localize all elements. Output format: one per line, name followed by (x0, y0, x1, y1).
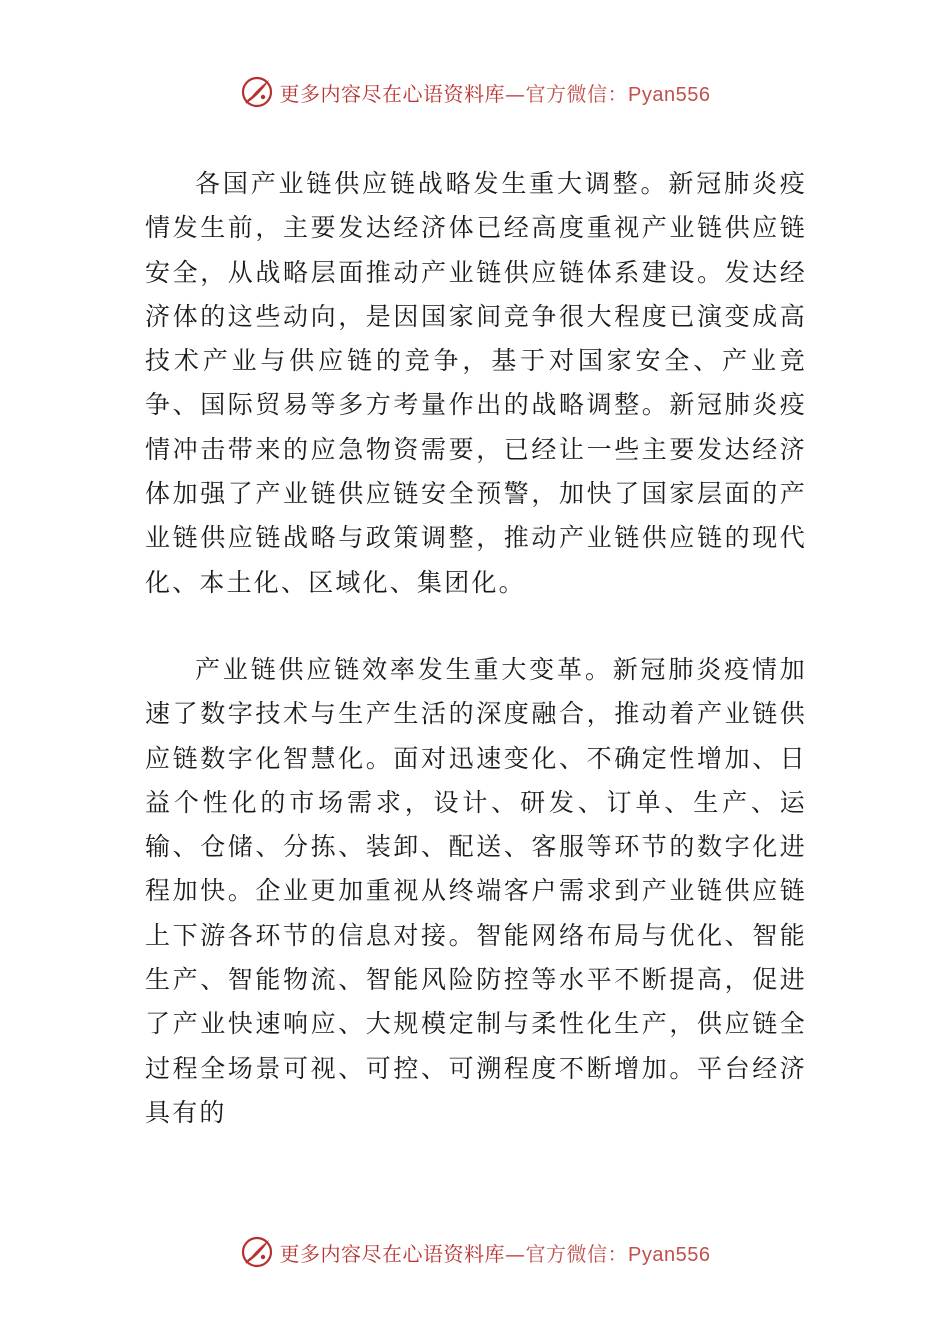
footer-banner (0, 1230, 950, 1274)
header-separator: — (505, 81, 526, 106)
footer-separator: — (505, 1241, 526, 1266)
paragraph: 各国产业链供应链战略发生重大调整。新冠肺炎疫情发生前，主要发达经济体已经高度重视产业链供应链安全，从战略层面推动产业链供应链体系建设。发达经济体的这些动向，是因国家间竞争很大程度已演变成高技术产业与供应链的竞争，基于对国家安全、产业竞争、国际贸易等多方考量作出的战略调整。新冠肺炎疫情冲击带来的应急物资需要，已经让一些主要发达经济体加强了产业链供应链安全预警，加快了国家层面的产业链供应链战略与政策调整，推动产业链供应链的现代化、本土化、区域化、集团化。 (145, 169, 807, 597)
header-contact: 官方微信：Pyan556 (525, 83, 711, 106)
quill-pen-logo-icon (240, 1235, 274, 1269)
header-brand: 更多内容尽在心语资料库 (279, 81, 506, 106)
document-body (145, 162, 807, 1135)
footer-banner-text (280, 1238, 711, 1267)
header-banner-text (280, 78, 711, 107)
paragraph: 产业链供应链效率发生重大变革。新冠肺炎疫情加速了数字技术与生产生活的深度融合，推动着产业链供应链数字化智慧化。面对迅速变化、不确定性增加、日益个性化的市场需求，设计、研发、订单、生产、运输、仓储、分拣、装卸、配送、客服等环节的数字化进程加快。企业更加重视从终端客户需求到产业链供应链上下游各环节的信息对接。智能网络布局与优化、智能生产、智能物流、智能风险防控等水平不断提高，促进了产业快速响应、大规模定制与柔性化生产，供应链全过程全场景可视、可控、可溯程度不断增加。平台经济具有的 (145, 654, 807, 1127)
quill-pen-logo-icon (240, 75, 274, 109)
footer-brand: 更多内容尽在心语资料库 (279, 1241, 506, 1266)
footer-contact: 官方微信：Pyan556 (525, 1243, 711, 1266)
header-banner (0, 70, 950, 114)
